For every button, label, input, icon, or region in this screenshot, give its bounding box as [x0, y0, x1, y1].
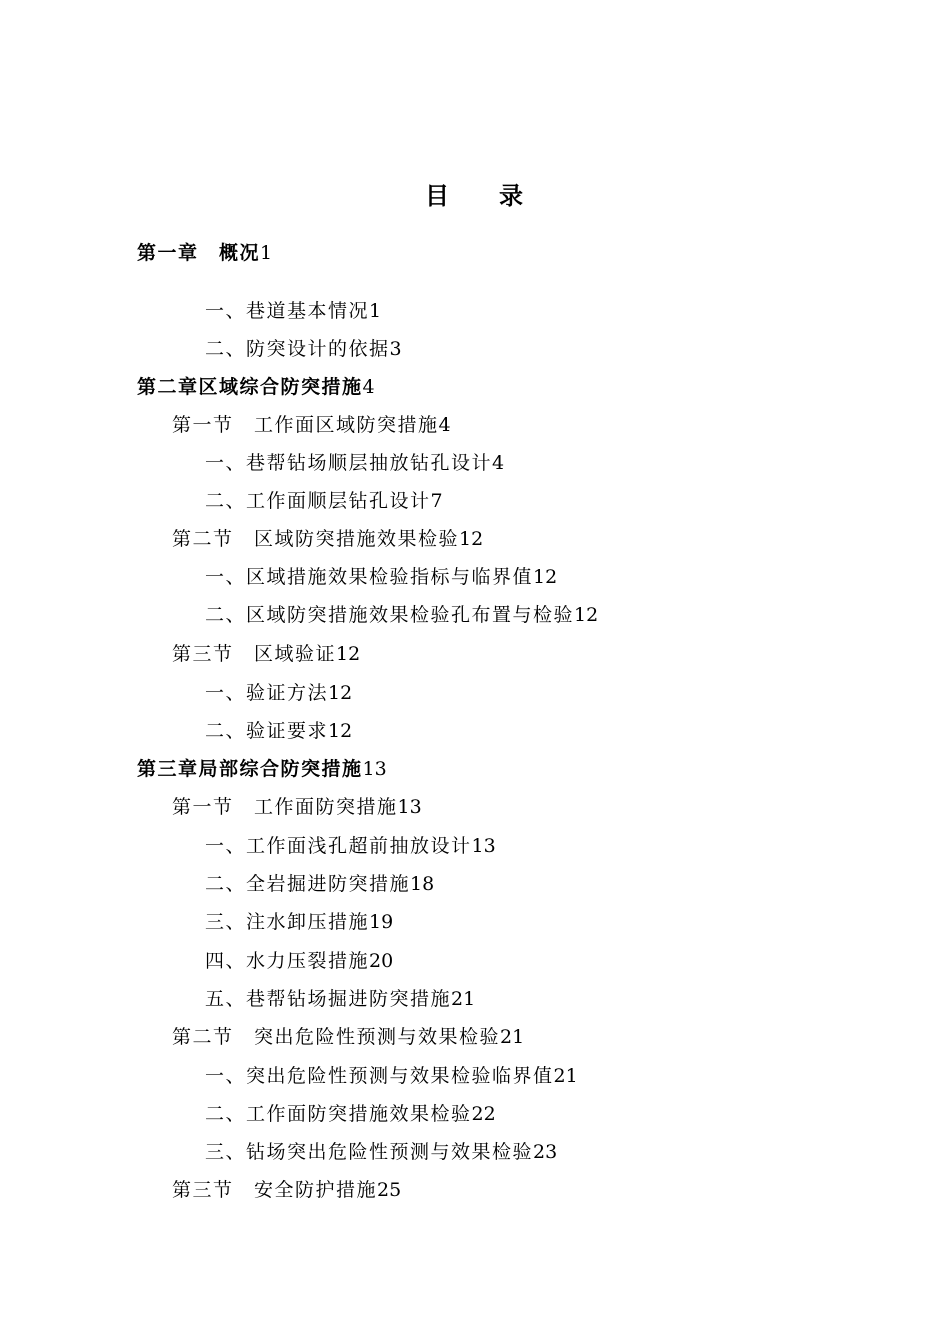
- toc-label: 第二节 区域防突措施效果检验: [172, 528, 460, 550]
- toc-page-number: 21: [553, 1065, 578, 1087]
- toc-label: 二、区域防突措施效果检验孔布置与检验: [205, 604, 575, 626]
- toc-label: 第三节 安全防护措施: [172, 1179, 378, 1201]
- toc-label: 第二章区域综合防突措施: [137, 376, 363, 398]
- toc-page-number: 12: [328, 720, 353, 742]
- toc-label: 第一节 工作面区域防突措施: [172, 414, 439, 436]
- toc-item[interactable]: [205, 562, 557, 592]
- toc-label: 一、突出危险性预测与效果检验临界值: [205, 1065, 554, 1087]
- toc-label: 二、全岩掘进防突措施: [205, 873, 411, 895]
- toc-item[interactable]: [205, 716, 352, 746]
- toc-section[interactable]: [172, 1022, 524, 1052]
- toc-label: 二、验证要求: [205, 720, 329, 742]
- toc-item[interactable]: [205, 984, 475, 1014]
- toc-page-number: 4: [438, 414, 451, 436]
- toc-section[interactable]: [172, 639, 360, 669]
- toc-label: 第一章 概况: [137, 242, 261, 264]
- toc-page-number: 4: [362, 376, 375, 398]
- toc-page-number: 1: [260, 242, 273, 264]
- toc-page-number: 4: [492, 452, 505, 474]
- title-part-2: 录: [499, 181, 525, 210]
- toc-label: 四、水力压裂措施: [205, 950, 370, 972]
- toc-label: 三、注水卸压措施: [205, 911, 370, 933]
- toc-item[interactable]: [205, 1137, 557, 1167]
- toc-item[interactable]: [205, 678, 352, 708]
- toc-page-number: 12: [459, 528, 484, 550]
- toc-page-number: 12: [328, 682, 353, 704]
- toc-page-number: 12: [533, 566, 558, 588]
- toc-page-number: 18: [410, 873, 435, 895]
- toc-label: 一、工作面浅孔超前抽放设计: [205, 835, 472, 857]
- toc-item[interactable]: [205, 296, 381, 326]
- toc-label: 第一节 工作面防突措施: [172, 796, 398, 818]
- toc-page-number: 21: [500, 1026, 525, 1048]
- toc-label: 二、工作面顺层钻孔设计: [205, 490, 431, 512]
- toc-item[interactable]: [205, 448, 504, 478]
- toc-page-number: 12: [574, 604, 599, 626]
- toc-section[interactable]: [172, 524, 483, 554]
- toc-page-number: 19: [369, 911, 394, 933]
- toc-chapter[interactable]: [137, 238, 272, 268]
- toc-page-number: 13: [362, 758, 387, 780]
- toc-item[interactable]: [205, 831, 496, 861]
- toc-label: 第三章局部综合防突措施: [137, 758, 363, 780]
- toc-label: 一、区域措施效果检验指标与临界值: [205, 566, 534, 588]
- toc-item[interactable]: [205, 486, 443, 516]
- toc-label: 三、钻场突出危险性预测与效果检验: [205, 1141, 534, 1163]
- toc-section[interactable]: [172, 410, 451, 440]
- toc-page-number: 22: [471, 1103, 496, 1125]
- toc-item[interactable]: [205, 946, 393, 976]
- toc-item[interactable]: [205, 1099, 496, 1129]
- toc-page-number: 13: [471, 835, 496, 857]
- toc-section[interactable]: [172, 792, 422, 822]
- toc-page-number: 3: [389, 338, 402, 360]
- toc-item[interactable]: [205, 1061, 578, 1091]
- toc-page-number: 7: [430, 490, 443, 512]
- toc-label: 二、防突设计的依据: [205, 338, 390, 360]
- toc-item[interactable]: [205, 869, 434, 899]
- toc-page-number: 1: [369, 300, 382, 322]
- toc-page-number: 23: [533, 1141, 558, 1163]
- toc-chapter[interactable]: [137, 754, 387, 784]
- toc-label: 第二节 突出危险性预测与效果检验: [172, 1026, 501, 1048]
- toc-label: 第三节 区域验证: [172, 643, 337, 665]
- toc-label: 五、巷帮钻场掘进防突措施: [205, 988, 452, 1010]
- toc-page-number: 21: [451, 988, 476, 1010]
- toc-item[interactable]: [205, 334, 402, 364]
- toc-page-number: 25: [377, 1179, 402, 1201]
- toc-label: 二、工作面防突措施效果检验: [205, 1103, 472, 1125]
- toc-item[interactable]: [205, 600, 598, 630]
- toc-page-number: 20: [369, 950, 394, 972]
- toc-page-number: 13: [397, 796, 422, 818]
- toc-label: 一、巷帮钻场顺层抽放钻孔设计: [205, 452, 493, 474]
- toc-label: 一、巷道基本情况: [205, 300, 370, 322]
- title-part-1: 目: [425, 181, 451, 210]
- toc-chapter[interactable]: [137, 372, 375, 402]
- toc-section[interactable]: [172, 1175, 401, 1205]
- toc-page-number: 12: [336, 643, 361, 665]
- toc-item[interactable]: [205, 907, 393, 937]
- toc-label: 一、验证方法: [205, 682, 329, 704]
